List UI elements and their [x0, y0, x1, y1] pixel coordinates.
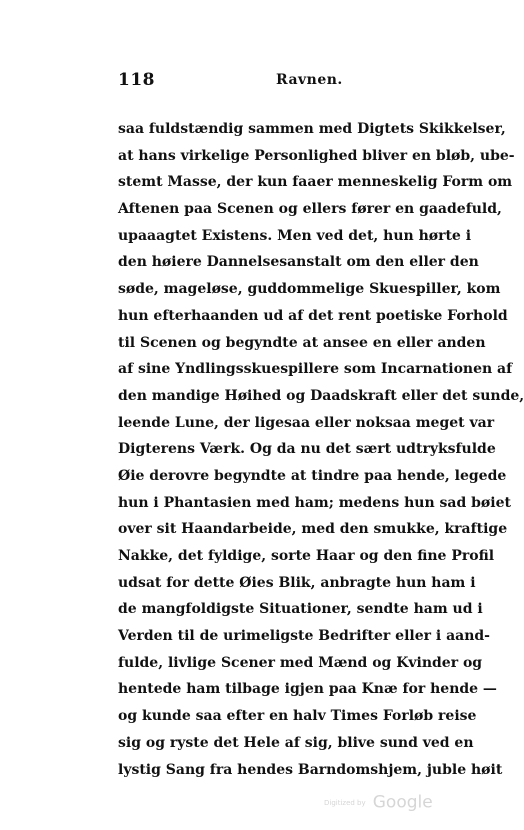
text-line: hun efterhaanden ud af det rent poetiske Forhold	[118, 307, 508, 324]
text-line: Aftenen paa Scenen og ellers fører en gaadefuld,	[118, 201, 502, 218]
page-number: 118	[118, 70, 155, 90]
text-line: den mandige Høihed og Daadskraft eller det sunde,	[118, 387, 524, 404]
text-line: at hans virkelige Personlighed bliver en bløb, ube-	[118, 147, 515, 164]
text-line: lystig Sang fra hendes Barndomshjem, juble høit	[118, 761, 503, 778]
text-line: upaaagtet Existens. Men ved det, hun hørte i	[118, 227, 472, 244]
text-line: saa fuldstændig sammen med Digtets Skikkelser,	[118, 121, 506, 137]
text-line: fulde, livlige Scener med Mænd og Kvinder og	[118, 654, 483, 671]
text-line: til Scenen og begyndte at ansee en eller anden	[118, 334, 486, 351]
text-line: af sine Yndlingsskuespillere som Incarnationen af	[118, 361, 513, 378]
text-line: Verden til de urimeligste Bedrifter eller i aand-	[118, 628, 490, 645]
text-line: og kunde saa efter en halv Times Forløb reise	[118, 708, 477, 725]
text-line: Øie derovre begyndte at tindre paa hende, legede	[118, 467, 507, 484]
text-line: leende Lune, der ligesaa eller noksaa meget var	[118, 414, 495, 431]
watermark-digitized-text: Digitized by	[324, 798, 366, 807]
body-text	[118, 116, 524, 783]
text-line: den høiere Dannelsesanstalt om den eller den	[118, 254, 479, 271]
text-line: hentede ham tilbage igjen paa Knæ for hende —	[118, 681, 497, 698]
text-line: sig og ryste det Hele af sig, blive sund ved en	[118, 734, 474, 751]
google-watermark	[324, 792, 433, 813]
text-line: Digterens Værk. Og da nu det sært udtryksfulde	[118, 441, 496, 458]
text-line: over sit Haandarbeide, med den smukke, kraftige	[118, 521, 508, 538]
running-head: Ravnen.	[276, 72, 343, 88]
text-line: Nakke, det fyldige, sorte Haar og den fine Profil	[118, 548, 495, 564]
text-line: hun i Phantasien med ham; medens hun sad bøiet	[118, 494, 511, 511]
text-line: søde, mageløse, guddommelige Skuespiller, kom	[118, 281, 501, 298]
google-logo: Google	[372, 792, 433, 813]
text-line: udsat for dette Øies Blik, anbragte hun ham i	[118, 574, 476, 591]
page-header	[118, 70, 458, 94]
text-line: de mangfoldigste Situationer, sendte ham ud i	[118, 601, 483, 618]
text-line: stemt Masse, der kun faaer menneskelig Form om	[118, 174, 513, 191]
